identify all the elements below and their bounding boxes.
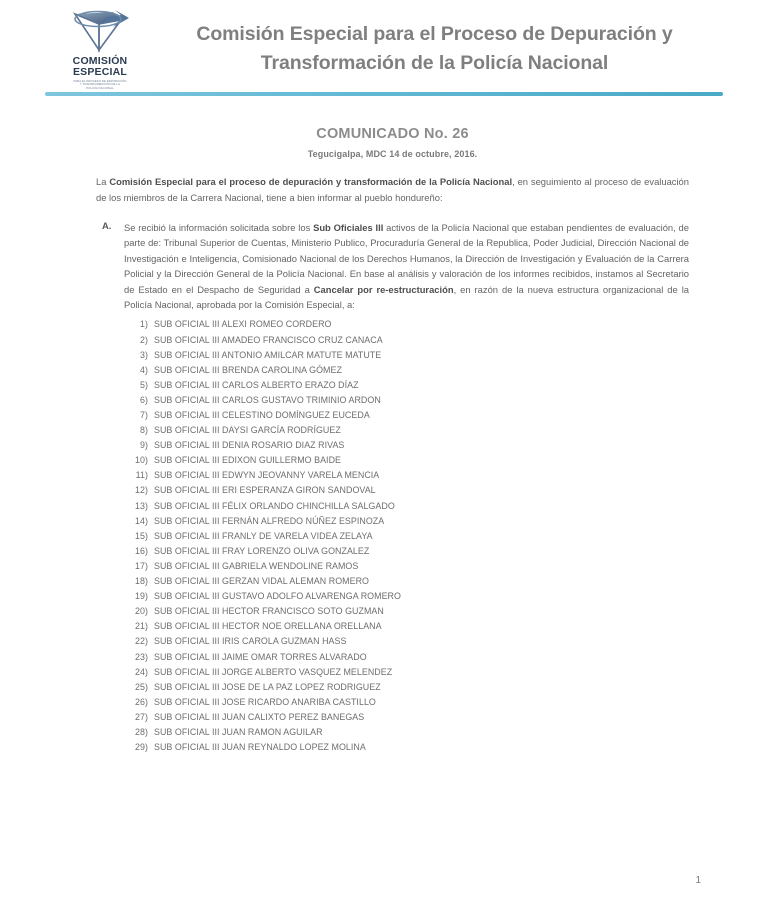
logo-title-line2: ESPECIAL bbox=[72, 65, 128, 78]
communique-title: COMUNICADO No. 26 bbox=[316, 126, 469, 142]
list-item-label: SUB OFICIAL III JOSE DE LA PAZ LOPEZ RODRIGUEZ bbox=[154, 681, 381, 692]
list-item-label: SUB OFICIAL III HECTOR NOE ORELLANA ORELLANA bbox=[154, 621, 382, 632]
section-a-bold-1: Sub Oficiales III bbox=[313, 222, 384, 233]
list-item-number: 5) bbox=[140, 379, 148, 390]
list-item-number: 24) bbox=[135, 666, 148, 677]
list-item-number: 18) bbox=[135, 576, 148, 587]
list-item-number: 28) bbox=[135, 726, 148, 737]
list-item-label: SUB OFICIAL III GABRIELA WENDOLINE RAMOS bbox=[154, 560, 359, 571]
list-item bbox=[132, 333, 689, 348]
list-item-label: SUB OFICIAL III ALEXI ROMEO CORDERO bbox=[154, 319, 332, 330]
header-title-line2: Transformación de la Policía Nacional bbox=[260, 52, 609, 74]
list-item-label: SUB OFICIAL III JUAN CALIXTO PEREZ BANEGAS bbox=[154, 711, 365, 722]
document-header bbox=[0, 0, 767, 92]
list-item bbox=[132, 559, 689, 574]
section-a-text-3: , en razón de la nueva estructura organizacional de la Policía Nacional, aprobada por la Comisión Especial, a: bbox=[124, 283, 689, 311]
list-item-label: SUB OFICIAL III ERI ESPERANZA GIRON SANDOVAL bbox=[154, 485, 376, 496]
list-item bbox=[132, 483, 689, 498]
list-item-label: SUB OFICIAL III IRIS CAROLA GUZMAN HASS bbox=[154, 636, 347, 647]
list-item-label: SUB OFICIAL III CARLOS ALBERTO ERAZO DÍAZ bbox=[154, 379, 359, 390]
list-item-number: 22) bbox=[135, 636, 148, 647]
list-item-number: 17) bbox=[135, 560, 148, 571]
section-a-bold-2: Cancelar por re-estructuración bbox=[313, 283, 454, 295]
list-item bbox=[132, 710, 689, 725]
list-item-label: SUB OFICIAL III JAIME OMAR TORRES ALVARADO bbox=[154, 651, 367, 662]
logo-tagline-line2: Y TRANSFORMACIÓN DE LA bbox=[79, 82, 121, 87]
list-item bbox=[132, 740, 689, 755]
list-item-number: 20) bbox=[135, 606, 148, 617]
list-item-label: SUB OFICIAL III FÉLIX ORLANDO CHINCHILLA SALGADO bbox=[154, 500, 395, 511]
list-item-number: 14) bbox=[135, 515, 148, 526]
list-item-label: SUB OFICIAL III CELESTINO DOMÍNGUEZ EUCEDA bbox=[154, 410, 370, 420]
list-item-label: SUB OFICIAL III JORGE ALBERTO VASQUEZ MELENDEZ bbox=[154, 666, 393, 677]
intro-text-1: La bbox=[96, 176, 110, 187]
list-item bbox=[132, 378, 689, 393]
list-item-label: SUB OFICIAL III BRENDA CAROLINA GÓMEZ bbox=[154, 364, 342, 375]
commission-emblem-icon bbox=[69, 8, 131, 54]
list-item bbox=[132, 589, 689, 604]
list-item-number: 8) bbox=[140, 425, 148, 436]
list-item-number: 27) bbox=[135, 711, 148, 722]
list-item-label: SUB OFICIAL III ANTONIO AMILCAR MATUTE MATUTE bbox=[154, 349, 382, 360]
list-item-number: 11) bbox=[135, 470, 148, 481]
list-item bbox=[132, 363, 689, 378]
list-item-label: SUB OFICIAL III JUAN REYNALDO LOPEZ MOLINA bbox=[154, 742, 366, 753]
list-item-label: SUB OFICIAL III AMADEO FRANCISCO CRUZ CANACA bbox=[154, 334, 383, 345]
list-item bbox=[132, 438, 689, 453]
list-item-label: SUB OFICIAL III FRAY LORENZO OLIVA GONZALEZ bbox=[154, 545, 370, 556]
list-item bbox=[132, 650, 689, 665]
list-item-number: 13) bbox=[135, 500, 148, 511]
list-item bbox=[132, 634, 689, 649]
logo-tagline-line1: PARA EL PROCESO DE DEPURACIÓN bbox=[73, 78, 127, 83]
list-item-number: 9) bbox=[140, 440, 148, 451]
list-item bbox=[132, 529, 689, 544]
section-a-body bbox=[124, 220, 689, 312]
list-item bbox=[132, 680, 689, 695]
list-item bbox=[132, 665, 689, 680]
section-a bbox=[96, 220, 689, 312]
list-item-number: 15) bbox=[135, 530, 148, 541]
list-item-number: 10) bbox=[135, 455, 148, 466]
list-item-number: 7) bbox=[140, 410, 148, 420]
list-item-label: SUB OFICIAL III FERNÁN ALFREDO NÚÑEZ ESPINOZA bbox=[154, 515, 385, 526]
officer-name-list bbox=[96, 317, 689, 755]
logo-tagline-line3: POLICÍA NACIONAL bbox=[86, 85, 114, 90]
intro-paragraph bbox=[96, 174, 689, 205]
list-item bbox=[132, 544, 689, 559]
list-item bbox=[132, 619, 689, 634]
intro-bold-1: Comisión Especial para el proceso de depuración y transformación de la Policía Nacional bbox=[109, 176, 513, 187]
list-item bbox=[132, 317, 689, 332]
list-item-number: 1) bbox=[140, 319, 148, 330]
list-item-number: 23) bbox=[135, 651, 148, 662]
logo-tagline bbox=[63, 80, 137, 91]
intro-text-2: , en seguimiento al proceso de evaluación de los miembros de la Carrera Nacional, tiene a bien informar al pueblo hondureño: bbox=[96, 176, 689, 203]
list-item-number: 6) bbox=[140, 394, 148, 405]
section-a-text-1: Se recibió la información solicitada sobre los bbox=[124, 222, 314, 233]
list-item-label: SUB OFICIAL III DENIA ROSARIO DIAZ RIVAS bbox=[154, 440, 345, 451]
dateline: Tegucigalpa, MDC 14 de octubre, 2016. bbox=[307, 149, 478, 159]
section-a-text-2: activos de la Policía Nacional que estaban pendientes de evaluación, de parte de: Tribunal Superior de Cuentas, Ministerio Publico, Procuraduría General de la Republica, Poder Judicial, Dirección Nacional de Investigación e Inteligencia, Comisionado Nacional de los Derechos Humanos, la Dirección de Investigación y Evaluación de la Carrera Policial y la Dirección General de la Policía Nacional. En base al análisis y valoración de los informes recibidos, instamos al Secretario de Estado en el Despacho de Seguridad a bbox=[124, 222, 689, 295]
list-item-label: SUB OFICIAL III HECTOR FRANCISCO SOTO GUZMAN bbox=[154, 606, 384, 617]
list-item-number: 3) bbox=[140, 349, 148, 360]
list-item bbox=[132, 499, 689, 514]
list-item bbox=[132, 514, 689, 529]
list-item-number: 19) bbox=[135, 591, 148, 602]
list-item-number: 12) bbox=[135, 485, 148, 496]
header-title bbox=[148, 20, 767, 78]
logo-title-line1: COMISIÓN bbox=[72, 54, 128, 67]
list-item-label: SUB OFICIAL III EDIXON GUILLERMO BAIDE bbox=[154, 455, 341, 466]
list-item-number: 21) bbox=[135, 621, 148, 632]
logo-title bbox=[73, 56, 128, 78]
list-item bbox=[132, 423, 689, 438]
list-item-label: SUB OFICIAL III GUSTAVO ADOLFO ALVARENGA ROMERO bbox=[154, 591, 401, 602]
header-divider bbox=[45, 92, 723, 96]
commission-logo bbox=[52, 8, 148, 91]
list-item-label: SUB OFICIAL III JUAN RAMON AGUILAR bbox=[154, 726, 323, 737]
header-title-line1: Comisión Especial para el Proceso de Depuración y bbox=[196, 23, 673, 45]
document-body bbox=[0, 126, 767, 755]
list-item-number: 16) bbox=[135, 545, 148, 556]
list-item-label: SUB OFICIAL III FRANLY DE VARELA VIDEA ZELAYA bbox=[154, 530, 373, 541]
list-item-number: 2) bbox=[140, 334, 148, 345]
page-number: 1 bbox=[695, 875, 701, 886]
list-item bbox=[132, 453, 689, 468]
section-a-letter: A. bbox=[102, 220, 112, 231]
list-item-label: SUB OFICIAL III GERZAN VIDAL ALEMAN ROMERO bbox=[154, 576, 369, 587]
list-item-label: SUB OFICIAL III EDWYN JEOVANNY VARELA MENCIA bbox=[154, 470, 380, 481]
list-item-number: 29) bbox=[135, 742, 148, 753]
list-item-number: 26) bbox=[135, 696, 148, 707]
list-item-label: SUB OFICIAL III DAYSI GARCÍA RODRÍGUEZ bbox=[154, 425, 341, 436]
list-item-number: 4) bbox=[140, 364, 148, 375]
list-item bbox=[132, 604, 689, 619]
list-item bbox=[132, 408, 689, 423]
list-item-label: SUB OFICIAL III JOSE RICARDO ANARIBA CASTILLO bbox=[154, 696, 376, 707]
list-item bbox=[132, 393, 689, 408]
list-item bbox=[132, 695, 689, 710]
list-item-number: 25) bbox=[135, 681, 148, 692]
list-item bbox=[132, 348, 689, 363]
list-item bbox=[132, 468, 689, 483]
list-item-label: SUB OFICIAL III CARLOS GUSTAVO TRIMINIO ARDON bbox=[154, 394, 381, 405]
list-item bbox=[132, 574, 689, 589]
list-item bbox=[132, 725, 689, 740]
